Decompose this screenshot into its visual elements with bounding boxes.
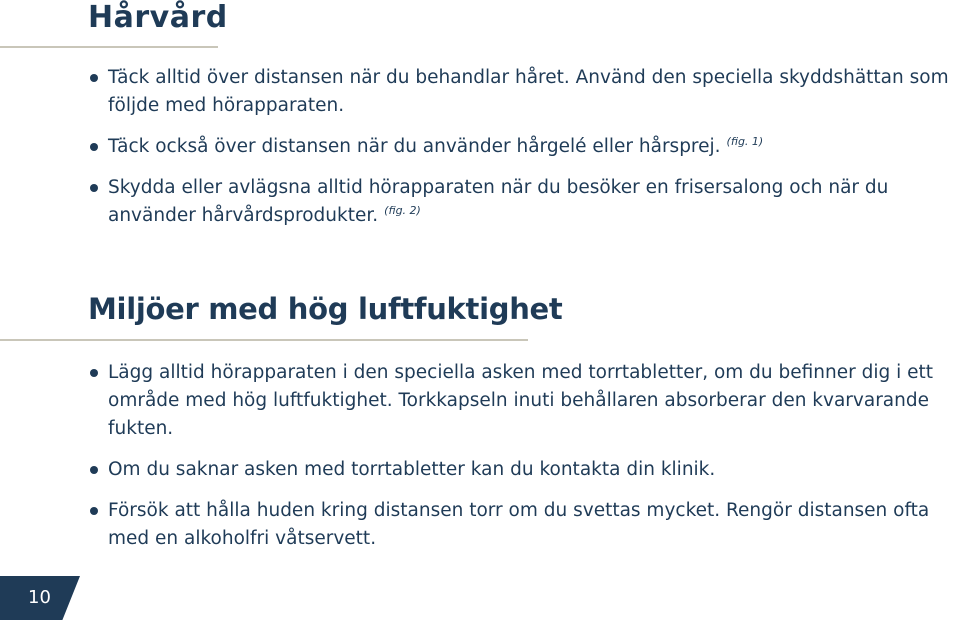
figure-reference: (fig. 2): [384, 203, 421, 217]
list-item: [88, 359, 960, 443]
list-item: [88, 497, 960, 553]
bullet-list-harvard: [88, 64, 960, 243]
list-item-text: Täck också över distansen när du använder hårgelé eller hårsprej.: [108, 136, 721, 157]
section-divider: [0, 46, 218, 48]
list-item: [88, 456, 960, 484]
list-item-text: Täck alltid över distansen när du behandlar håret. Använd den speciella skyddshättan som följde med hörapparaten.: [108, 67, 949, 116]
list-item-text: Om du saknar asken med torrtabletter kan du kontakta din klinik.: [108, 459, 716, 480]
list-item: [88, 174, 960, 230]
list-item-text: Skydda eller avlägsna alltid hörapparaten när du besöker en frisersalong och när du använder hårvårdsprodukter.: [108, 177, 889, 226]
figure-reference: (fig. 1): [726, 134, 764, 148]
list-item: [88, 64, 960, 120]
section-title-humidity: Miljöer med hög luftfuktighet: [88, 292, 563, 326]
page-number: 10: [28, 587, 51, 608]
list-item-text: Lägg alltid hörapparaten i den speciella asken med torrtabletter, om du befinner dig i ett område med hög luftfuktighet. Torkkapseln inuti behållaren absorberar den kvarvarande fukten.: [108, 362, 934, 439]
section-title-harvard: Hårvård: [88, 0, 228, 35]
section-divider: [0, 339, 528, 341]
list-item-text: Försök att hålla huden kring distansen torr om du svettas mycket. Rengör distansen ofta med en alkoholfri våtservett.: [108, 500, 930, 549]
bullet-list-humidity: [88, 359, 960, 566]
list-item: [88, 133, 960, 161]
